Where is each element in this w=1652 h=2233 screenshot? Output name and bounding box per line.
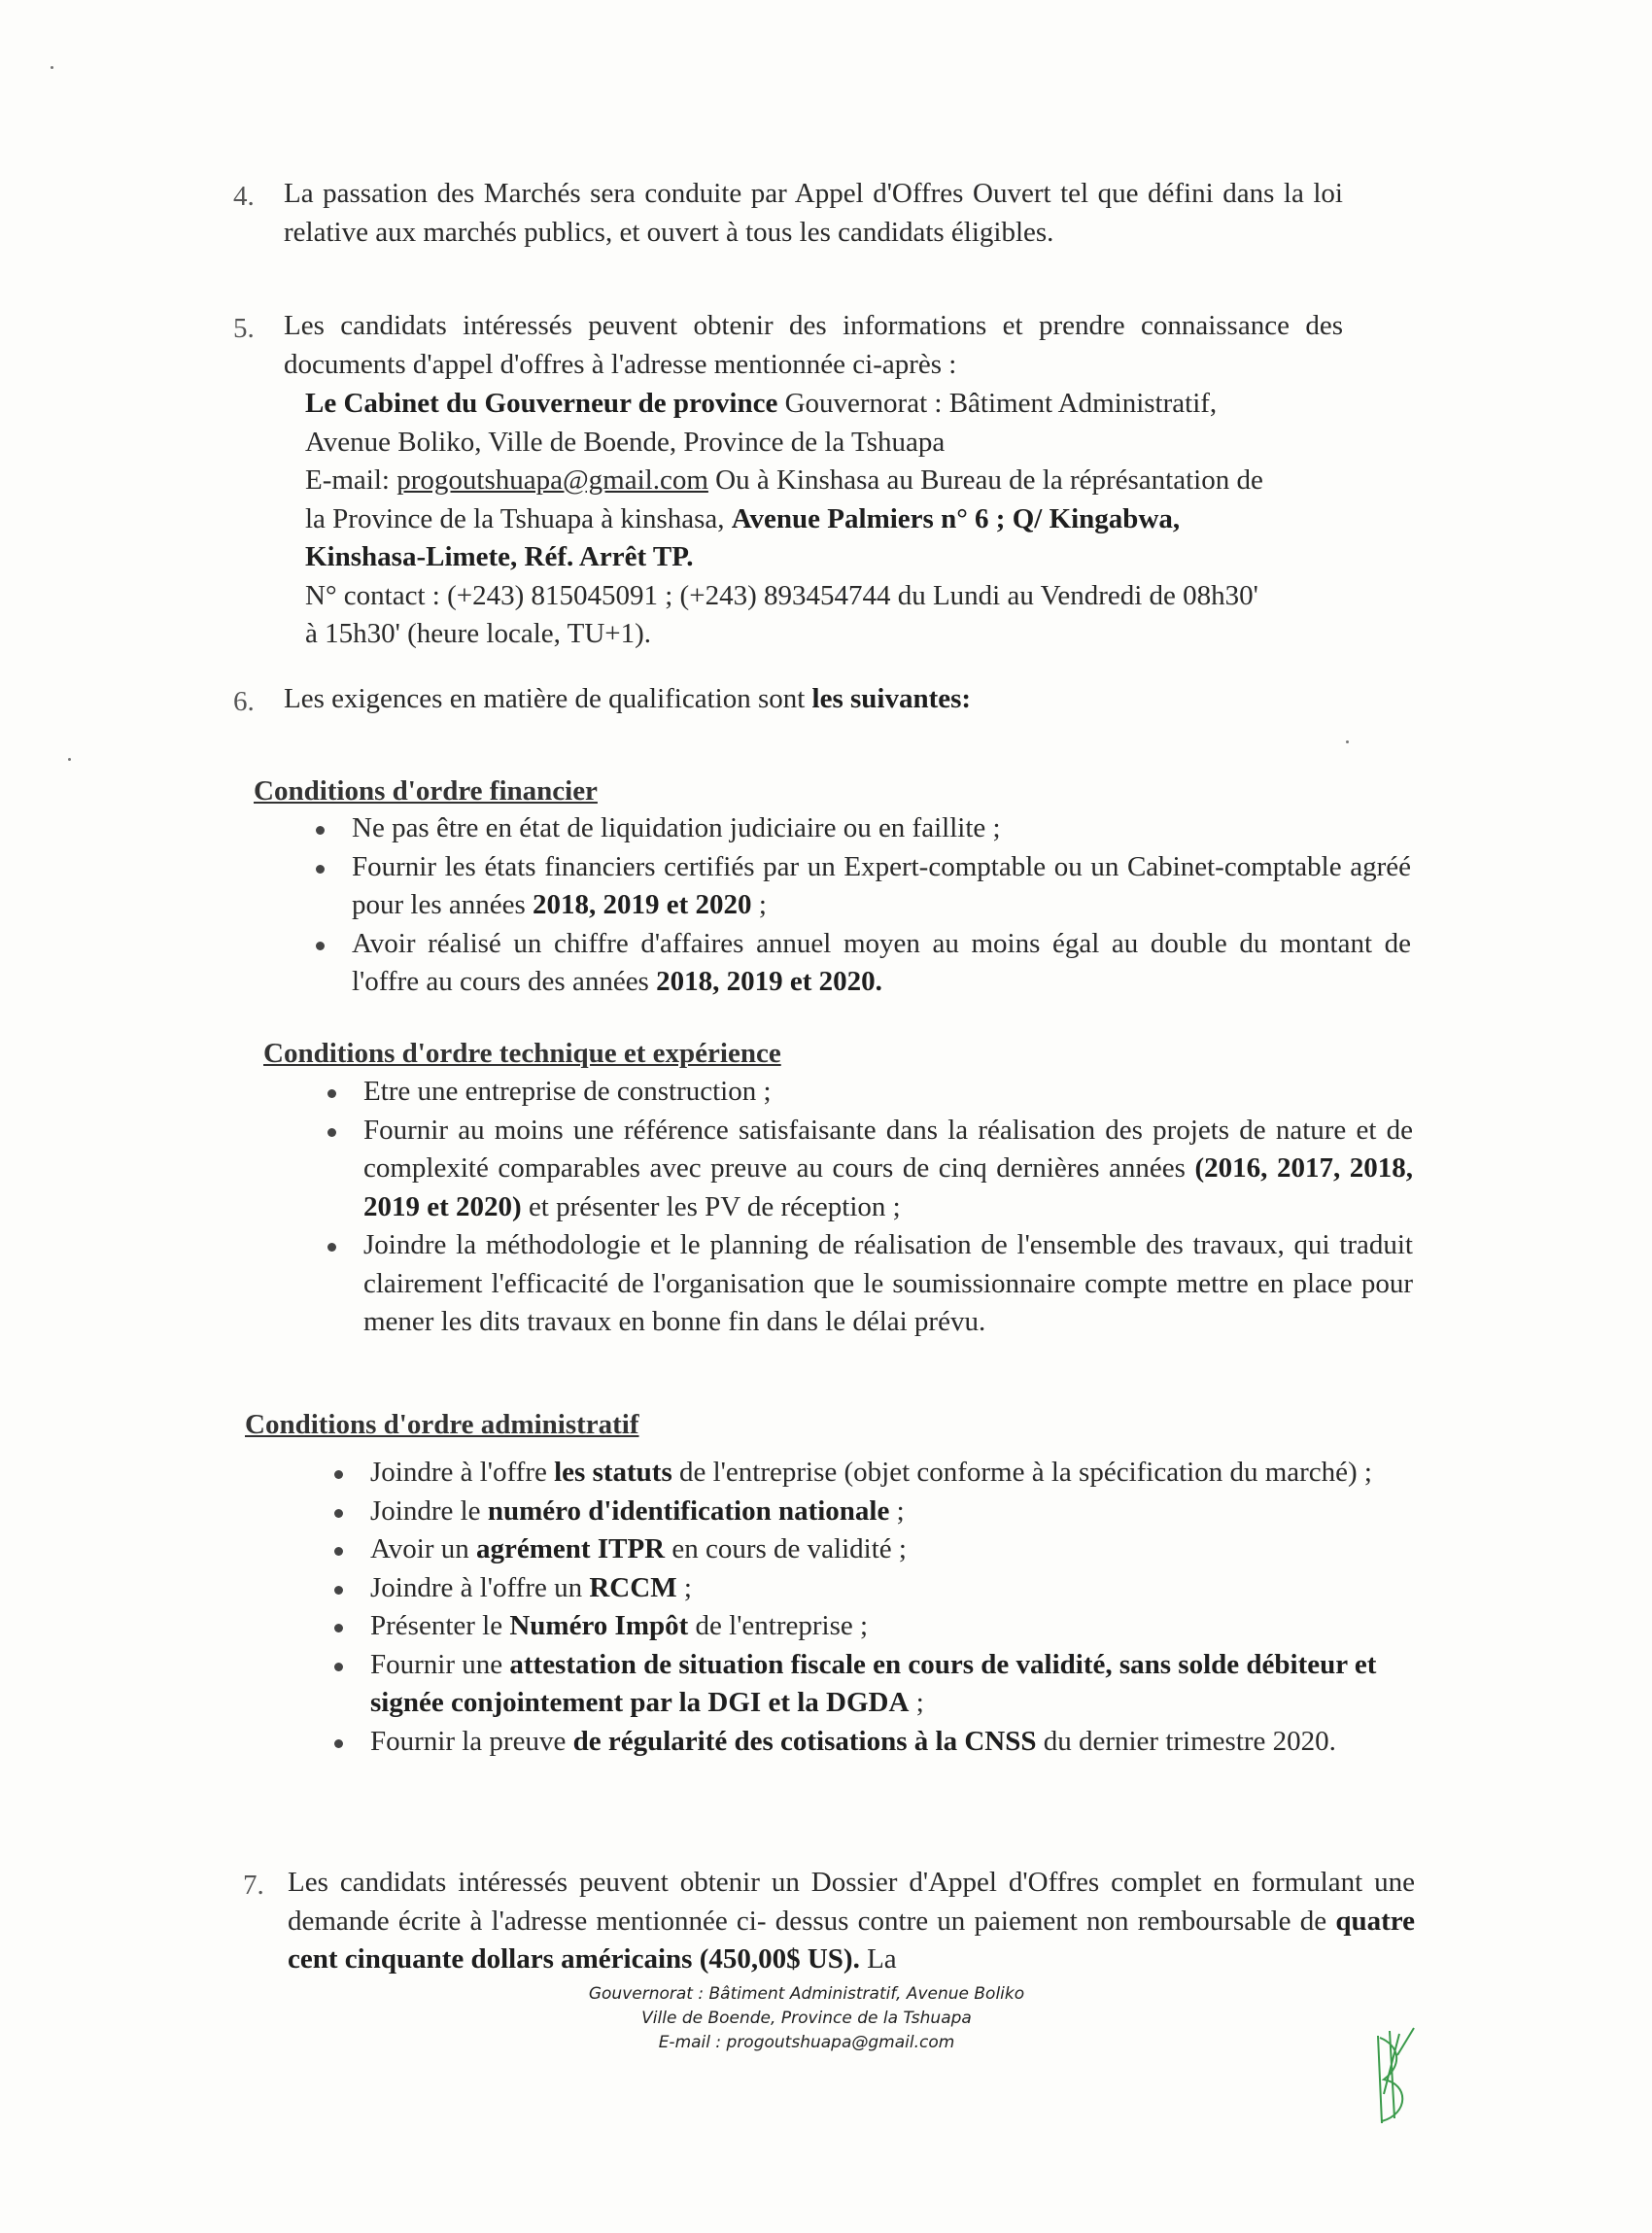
bullet-item [370, 1569, 1415, 1608]
text-run: ; [909, 1687, 924, 1718]
bold-text: Le Cabinet du Gouverneur de province [305, 388, 778, 419]
footer-email: E-mail : progoutshuapa@gmail.com [658, 2033, 955, 2052]
text-run: Joindre à l'offre un [370, 1571, 590, 1603]
text-run: Fournir la preuve [370, 1725, 573, 1757]
paragraph-item-6 [284, 680, 1343, 719]
address-line [305, 577, 1423, 616]
text-run: La passation des Marchés sera conduite par Appel d'Offres Ouvert tel que défini dans la loi relative aux marchés publics, et ouvert à tous les candidats éligibles. [284, 178, 1343, 248]
bold-text: 2018, 2019 et 2020. [656, 966, 882, 997]
section-heading-administrative: Conditions d'ordre administratif [245, 1409, 639, 1440]
text-run: Les exigences en matière de qualification sont [284, 683, 812, 714]
address-line [305, 615, 1423, 654]
address-block [305, 385, 1423, 654]
item-number: 7. [243, 1870, 264, 1901]
text-run: la Province de la Tshuapa à kinshasa, [305, 502, 732, 534]
bullet-item [370, 1646, 1415, 1723]
bold-text: Avenue Palmiers n° 6 ; Q/ Kingabwa, [731, 502, 1181, 534]
text-run: Ou à Kinshasa au Bureau de la réprésantation de [707, 464, 1263, 496]
bullet-item [370, 1454, 1415, 1493]
section-heading-financial: Conditions d'ordre financier [254, 775, 598, 807]
text-run: Etre une entreprise de construction ; [363, 1076, 772, 1107]
bold-text: quatre cent cinquante dollars américains (450,00$ US). [288, 1905, 1415, 1975]
text-run: du dernier trimestre 2020. [1036, 1725, 1336, 1757]
bullet-item [370, 1607, 1415, 1646]
item-number: 5. [233, 313, 255, 344]
text-run: Gouvernorat : Bâtiment Administratif, [777, 388, 1218, 419]
bold-text: numéro d'identification nationale [487, 1494, 890, 1527]
text-run: de l'entreprise ; [688, 1610, 869, 1641]
address-line [305, 538, 1423, 577]
bullet-item [363, 1112, 1413, 1227]
text-run: La [859, 1943, 897, 1975]
text-run: Avoir un [370, 1533, 477, 1564]
paragraph-item-7 [288, 1864, 1415, 1979]
bullet-item [370, 1493, 1415, 1531]
bold-text: attestation de situation fiscale en cours de validité, sans solde débiteur et signée conjointement par la DGI et la DGDA [370, 1648, 1377, 1718]
text-run: ; [676, 1571, 692, 1603]
bold-text: de régularité des cotisations à la CNSS [572, 1725, 1037, 1757]
text-run: Joindre le [370, 1494, 488, 1527]
text-run: en cours de validité ; [665, 1533, 907, 1564]
text-run: Les candidats intéressés peuvent obtenir des informations et prendre connaissance des documents d'appel d'offres à l'adresse mentionnée ci-après : [284, 310, 1343, 380]
text-run: Fournir une [370, 1648, 510, 1680]
text-run: E-mail: [305, 464, 397, 496]
bold-text: (2016, 2017, 2018, 2019 et 2020) [363, 1152, 1413, 1222]
text-run: Joindre la méthodologie et le planning de réalisation de l'ensemble des travaux, qui traduit clairement l'efficacité de l'organisation que le soumissionnaire compte mettre en place pour mener les dits travaux en bonne fin dans le délai prévu. [363, 1229, 1413, 1337]
address-line [305, 500, 1423, 539]
address-line [305, 385, 1423, 424]
footer-address: Gouvernorat : Bâtiment Administratif, Avenue Boliko [588, 1984, 1025, 2004]
text-run: ; [751, 889, 767, 920]
bullet-item [370, 1530, 1415, 1569]
address-line [305, 424, 1423, 463]
email-link[interactable]: progoutshuapa@gmail.com [396, 464, 708, 496]
page-footer [544, 1982, 1069, 2055]
technical-conditions-list [363, 1073, 1413, 1342]
paragraph-item-4 [284, 175, 1343, 252]
text-run: Avenue Boliko, Ville de Boende, Province de la Tshuapa [305, 426, 946, 458]
text-run: Joindre à l'offre [370, 1457, 555, 1488]
text-run: Ne pas être en état de liquidation judiciaire ou en faillite ; [352, 812, 1001, 843]
bold-text: les statuts [554, 1457, 672, 1488]
address-line [305, 462, 1423, 500]
text-run: Fournir les états financiers certifiés par un Expert-comptable ou un Cabinet-comptable agréé pour les années [352, 850, 1411, 920]
text-run: Avoir réalisé un chiffre d'affaires annuel moyen au moins égal au double du montant de l'offre au cours des années [352, 927, 1411, 997]
text-run: de l'entreprise (objet conforme à la spécification du marché) ; [671, 1457, 1372, 1488]
bold-text: Numéro Impôt [509, 1610, 689, 1641]
financial-conditions-list [352, 809, 1411, 1002]
bold-text: agrément ITPR [476, 1533, 666, 1564]
bold-text: les suivantes: [811, 683, 972, 714]
bullet-item [352, 848, 1411, 925]
bullet-item [370, 1723, 1415, 1762]
section-heading-technical: Conditions d'ordre technique et expérience [263, 1038, 781, 1069]
item-number: 4. [233, 181, 255, 212]
item-number: 6. [233, 686, 255, 717]
text-run: N° contact : (+243) 815045091 ; (+243) 893454744 du Lundi au Vendredi de 08h30' [305, 579, 1258, 611]
bullet-item [363, 1226, 1413, 1342]
bullet-item [352, 925, 1411, 1002]
text-run: Fournir au moins une référence satisfaisante dans la réalisation des projets de nature et de complexité comparables avec preuve au cours de cinq dernières années [363, 1114, 1413, 1184]
bullet-item [363, 1073, 1413, 1112]
bold-text: Kinshasa-Limete, Réf. Arrêt TP. [305, 541, 694, 572]
bold-text: RCCM [589, 1571, 677, 1603]
text-run: et présenter les PV de réception ; [521, 1190, 901, 1222]
text-run: Présenter le [370, 1610, 510, 1641]
administrative-conditions-list [370, 1454, 1415, 1761]
bold-text: 2018, 2019 et 2020 [533, 889, 752, 920]
text-run: à 15h30' (heure locale, TU+1). [305, 618, 652, 649]
bullet-item [352, 809, 1411, 848]
handwritten-signature [1370, 2026, 1428, 2138]
footer-city: Ville de Boende, Province de la Tshuapa [641, 2009, 972, 2028]
text-run: ; [889, 1494, 905, 1527]
text-run: Les candidats intéressés peuvent obtenir un Dossier d'Appel d'Offres complet en formulant une demande écrite à l'adresse mentionnée ci- dessus contre un paiement non remboursable de [288, 1867, 1415, 1937]
paragraph-item-5 [284, 307, 1343, 384]
